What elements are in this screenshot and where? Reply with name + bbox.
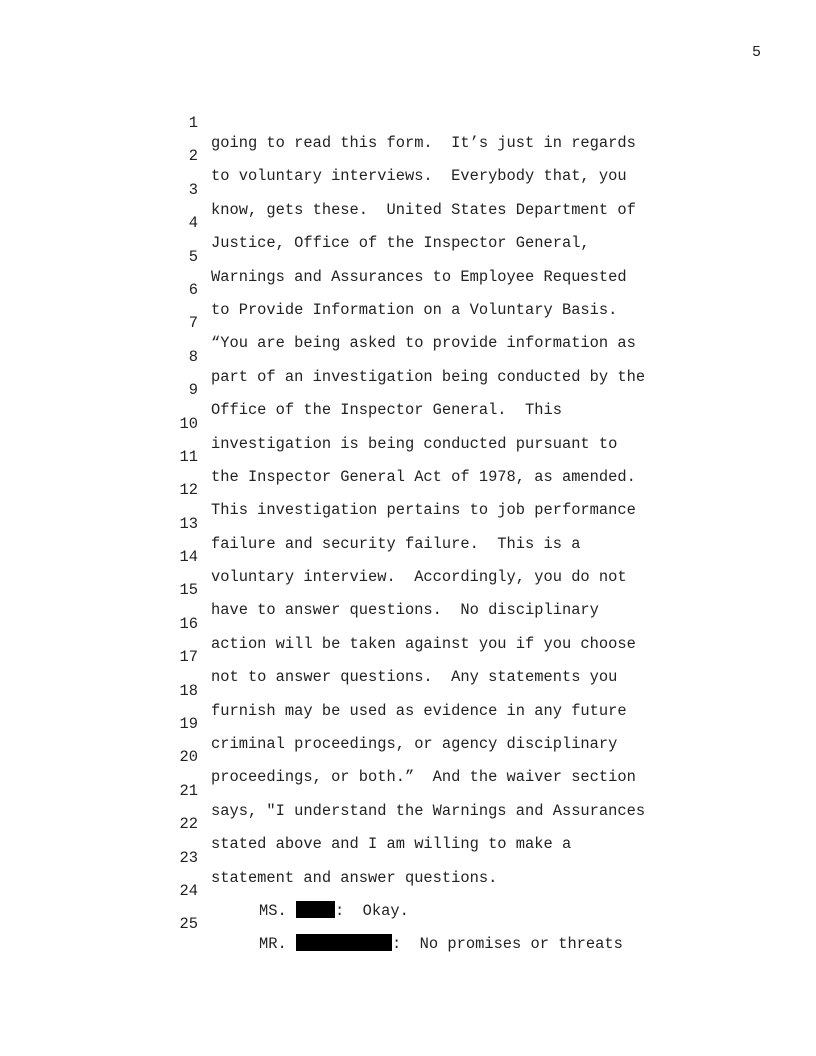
line-number: 22	[179, 815, 198, 834]
line-number: 13	[179, 514, 198, 533]
line-text: Warnings and Assurances to Employee Requested	[211, 267, 627, 286]
line-text: part of an investigation being conducted by the	[211, 367, 646, 386]
line-number: 8	[188, 347, 198, 366]
transcript-line	[0, 627, 816, 687]
transcript-line	[0, 93, 816, 152]
line-number: 18	[179, 681, 198, 700]
transcript-line	[0, 594, 816, 653]
line-number: 4	[188, 214, 198, 233]
line-text: Justice, Office of the Inspector General,	[211, 234, 590, 253]
line-text	[259, 934, 623, 954]
transcript-body	[0, 93, 816, 954]
line-text: failure and security failure. This is a	[211, 534, 581, 553]
transcript-line	[0, 794, 816, 854]
line-text: Office of the Inspector General. This	[211, 401, 562, 420]
line-number: 21	[179, 781, 198, 800]
speaker-title: MR.	[259, 935, 287, 954]
transcript-line	[0, 160, 816, 219]
transcript-line	[0, 427, 816, 486]
line-number: 12	[179, 481, 198, 500]
line-text: furnish may be used as evidence in any future	[211, 701, 627, 720]
transcript-line	[0, 394, 816, 453]
transcript-line	[0, 460, 816, 520]
redacted-name	[296, 934, 392, 951]
line-text: know, gets these. United States Department of	[211, 200, 636, 219]
transcript-line	[0, 694, 816, 754]
transcript-line	[0, 661, 816, 720]
line-text: statement and answer questions.	[211, 868, 498, 887]
line-text: This investigation pertains to job performance	[211, 501, 636, 520]
transcript-line	[0, 494, 816, 553]
line-text: investigation is being conducted pursuant to	[211, 434, 618, 453]
line-number: 7	[188, 314, 198, 333]
line-number: 2	[188, 147, 198, 166]
line-number: 3	[188, 180, 198, 199]
transcript-line	[0, 894, 816, 954]
line-number: 16	[179, 614, 198, 633]
speaker-remark: : No promises or threats	[391, 935, 623, 954]
line-text: to voluntary interviews. Everybody that, you	[211, 167, 627, 186]
line-number: 23	[179, 848, 198, 867]
transcript-line	[0, 560, 816, 620]
transcript-line	[0, 761, 816, 820]
line-text: the Inspector General Act of 1978, as amended.	[211, 467, 636, 486]
line-number: 11	[179, 447, 198, 466]
transcript-line	[0, 327, 816, 386]
transcript-line	[0, 861, 816, 920]
line-text: voluntary interview. Accordingly, you do not	[211, 568, 627, 587]
line-text: not to answer questions. Any statements you	[211, 668, 618, 687]
line-number: 10	[179, 414, 198, 433]
transcript-line	[0, 828, 816, 887]
transcript-line	[0, 727, 816, 787]
line-number: 1	[188, 114, 198, 132]
line-text: action will be taken against you if you choose	[211, 634, 636, 653]
line-text: to Provide Information on a Voluntary Basis.	[211, 300, 618, 319]
transcript-line	[0, 126, 816, 186]
transcript-line	[0, 227, 816, 286]
transcript-line	[0, 360, 816, 420]
transcript-line	[0, 260, 816, 319]
transcript-line	[0, 193, 816, 253]
line-text: “You are being asked to provide information as	[211, 334, 636, 353]
speaker-remark: : Okay.	[334, 901, 409, 920]
line-number: 24	[179, 881, 198, 900]
line-number: 19	[179, 715, 198, 734]
line-text: proceedings, or both.” And the waiver section	[211, 768, 636, 787]
page-number: 5	[752, 44, 762, 61]
line-number: 5	[188, 247, 198, 266]
line-text: stated above and I am willing to make a	[211, 835, 572, 854]
line-number: 9	[188, 381, 198, 400]
line-number: 20	[179, 748, 198, 767]
transcript-line	[0, 293, 816, 353]
line-text: have to answer questions. No disciplinary	[211, 601, 599, 620]
line-text: going to read this form. It’s just in regards	[211, 134, 636, 152]
line-number: 25	[179, 915, 198, 934]
line-number: 15	[179, 581, 198, 600]
line-number: 6	[188, 280, 198, 299]
line-text: says, "I understand the Warnings and Assurances	[211, 801, 646, 820]
line-number: 14	[179, 548, 198, 567]
transcript-line	[0, 527, 816, 587]
line-number: 17	[179, 648, 198, 667]
line-text: criminal proceedings, or agency disciplinary	[211, 735, 618, 754]
speaker-title: MS.	[259, 901, 287, 920]
